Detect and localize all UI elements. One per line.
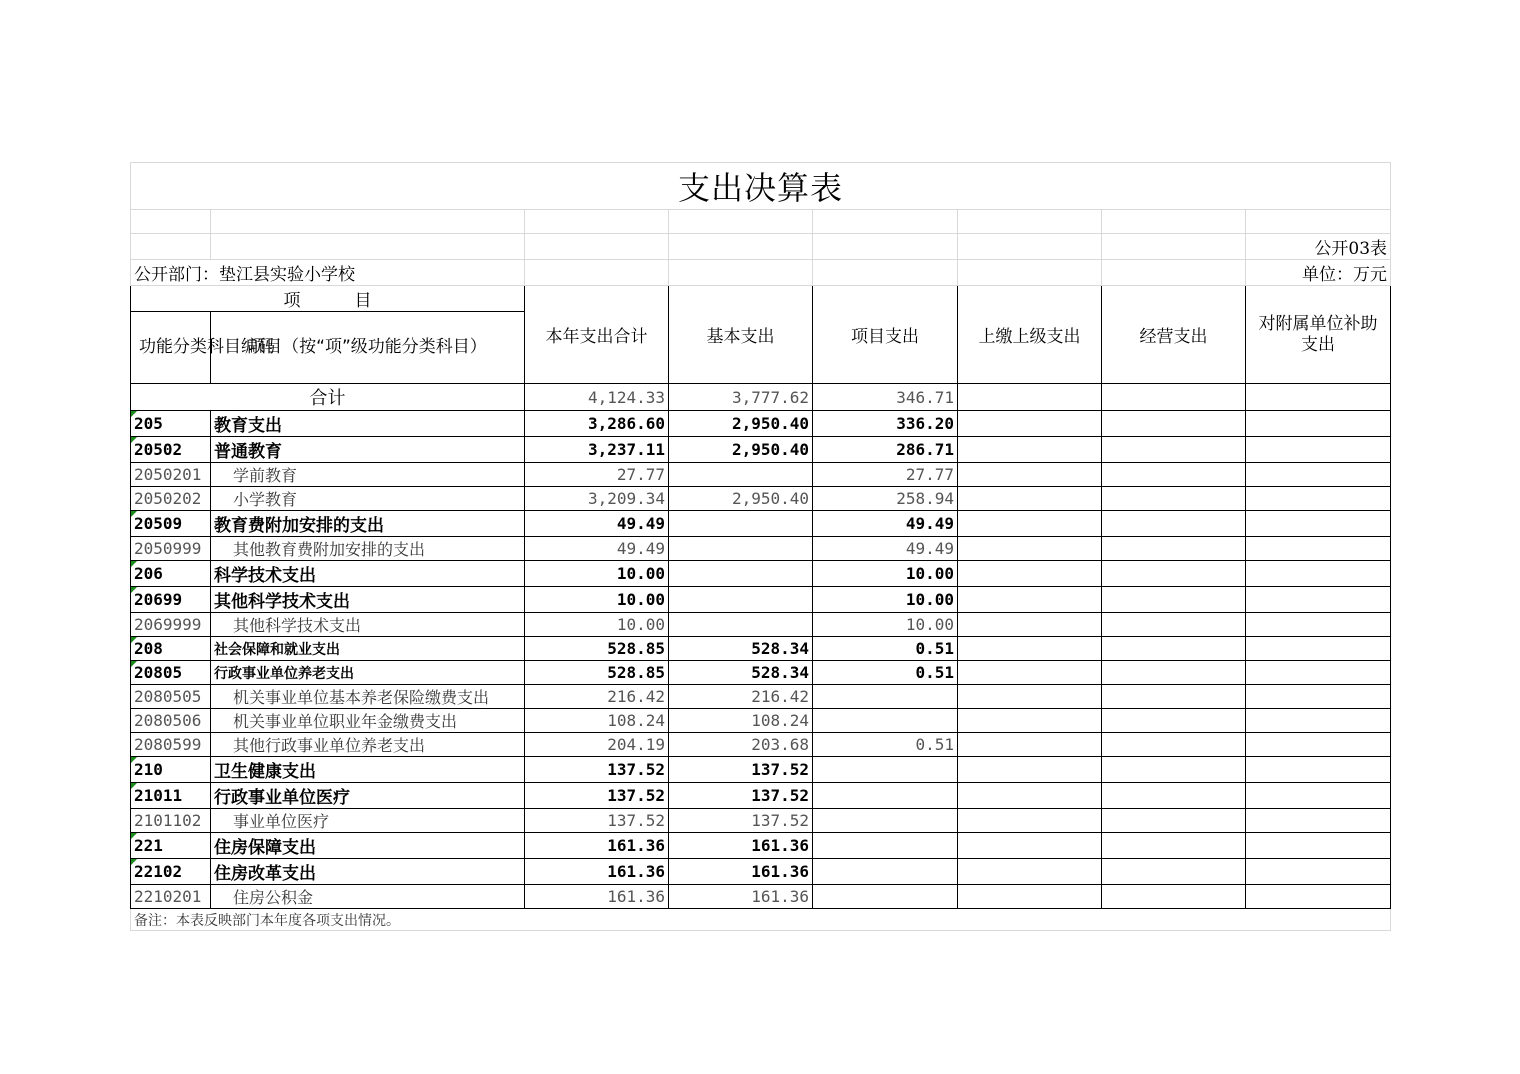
row-basic: 2,950.40 xyxy=(669,411,813,437)
row-code: 2101102 xyxy=(131,809,211,833)
row-subsidy xyxy=(1246,685,1391,709)
row-subsidy xyxy=(1246,637,1391,661)
row-subsidy xyxy=(1246,809,1391,833)
table-row xyxy=(131,437,1391,463)
row-name: 科学技术支出 xyxy=(211,561,525,587)
header-project: 项目支出 xyxy=(813,286,958,384)
row-project xyxy=(813,885,958,909)
row-name: 社会保障和就业支出 xyxy=(211,637,525,661)
row-basic: 137.52 xyxy=(669,783,813,809)
expenditure-sheet xyxy=(130,162,1390,931)
row-total: 49.49 xyxy=(525,537,669,561)
table-row xyxy=(131,537,1391,561)
row-project: 10.00 xyxy=(813,561,958,587)
row-project: 336.20 xyxy=(813,411,958,437)
row-subsidy xyxy=(1246,733,1391,757)
row-code: 20502 xyxy=(131,437,211,463)
row-upper xyxy=(958,859,1102,885)
row-upper xyxy=(958,511,1102,537)
row-basic: 137.52 xyxy=(669,809,813,833)
table-row xyxy=(131,783,1391,809)
row-upper xyxy=(958,661,1102,685)
row-project: 0.51 xyxy=(813,661,958,685)
row-basic: 528.34 xyxy=(669,661,813,685)
table-row xyxy=(131,833,1391,859)
row-subsidy xyxy=(1246,783,1391,809)
row-code: 208 xyxy=(131,637,211,661)
row-total: 49.49 xyxy=(525,511,669,537)
row-business xyxy=(1102,709,1246,733)
row-upper xyxy=(958,487,1102,511)
row-code: 221 xyxy=(131,833,211,859)
row-project: 49.49 xyxy=(813,511,958,537)
row-project: 258.94 xyxy=(813,487,958,511)
row-total: 137.52 xyxy=(525,757,669,783)
row-basic: 2,950.40 xyxy=(669,487,813,511)
row-project xyxy=(813,709,958,733)
row-total: 10.00 xyxy=(525,587,669,613)
row-name: 其他科学技术支出 xyxy=(211,587,525,613)
header-code: 功能分类科目编码 xyxy=(131,312,211,384)
row-total: 216.42 xyxy=(525,685,669,709)
row-project: 49.49 xyxy=(813,537,958,561)
row-project: 0.51 xyxy=(813,637,958,661)
row-basic: 528.34 xyxy=(669,637,813,661)
header-business: 经营支出 xyxy=(1102,286,1246,384)
row-name: 住房改革支出 xyxy=(211,859,525,885)
table-row xyxy=(131,809,1391,833)
row-subsidy xyxy=(1246,411,1391,437)
row-business xyxy=(1102,783,1246,809)
row-basic xyxy=(669,463,813,487)
row-name: 行政事业单位养老支出 xyxy=(211,661,525,685)
row-upper xyxy=(958,587,1102,613)
row-upper xyxy=(958,637,1102,661)
row-project xyxy=(813,859,958,885)
row-upper xyxy=(958,561,1102,587)
row-business xyxy=(1102,587,1246,613)
row-code: 2080599 xyxy=(131,733,211,757)
row-business xyxy=(1102,537,1246,561)
row-subsidy xyxy=(1246,833,1391,859)
row-subsidy xyxy=(1246,587,1391,613)
row-subsidy xyxy=(1246,537,1391,561)
row-upper xyxy=(958,757,1102,783)
row-basic: 108.24 xyxy=(669,709,813,733)
row-name: 其他行政事业单位养老支出 xyxy=(211,733,525,757)
table-row xyxy=(131,511,1391,537)
row-total: 3,286.60 xyxy=(525,411,669,437)
row-subsidy xyxy=(1246,487,1391,511)
row-total: 3,209.34 xyxy=(525,487,669,511)
total-amount: 4,124.33 xyxy=(525,384,669,411)
table-row xyxy=(131,709,1391,733)
row-name: 学前教育 xyxy=(211,463,525,487)
table-row xyxy=(131,859,1391,885)
total-basic: 3,777.62 xyxy=(669,384,813,411)
row-name: 住房保障支出 xyxy=(211,833,525,859)
row-business xyxy=(1102,437,1246,463)
row-business xyxy=(1102,511,1246,537)
row-code: 20509 xyxy=(131,511,211,537)
row-basic: 161.36 xyxy=(669,885,813,909)
row-subsidy xyxy=(1246,463,1391,487)
row-subsidy xyxy=(1246,885,1391,909)
row-name: 事业单位医疗 xyxy=(211,809,525,833)
row-code: 20805 xyxy=(131,661,211,685)
row-business xyxy=(1102,885,1246,909)
row-basic xyxy=(669,537,813,561)
row-code: 22102 xyxy=(131,859,211,885)
row-code: 2080505 xyxy=(131,685,211,709)
row-business xyxy=(1102,859,1246,885)
row-code: 205 xyxy=(131,411,211,437)
table-row xyxy=(131,757,1391,783)
row-upper xyxy=(958,833,1102,859)
total-label: 合计 xyxy=(131,384,525,411)
header-total: 本年支出合计 xyxy=(525,286,669,384)
row-basic: 161.36 xyxy=(669,833,813,859)
table-row xyxy=(131,587,1391,613)
table-row xyxy=(131,463,1391,487)
row-total: 3,237.11 xyxy=(525,437,669,463)
row-basic xyxy=(669,511,813,537)
header-subsidy: 对附属单位补助支出 xyxy=(1246,286,1391,384)
row-project xyxy=(813,685,958,709)
row-code: 21011 xyxy=(131,783,211,809)
row-subsidy xyxy=(1246,561,1391,587)
row-upper xyxy=(958,809,1102,833)
row-total: 161.36 xyxy=(525,885,669,909)
row-upper xyxy=(958,685,1102,709)
row-name: 住房公积金 xyxy=(211,885,525,909)
row-upper xyxy=(958,463,1102,487)
row-upper xyxy=(958,885,1102,909)
unit-label: 单位：万元 xyxy=(1246,260,1391,286)
row-project: 10.00 xyxy=(813,613,958,637)
header-item-group: 项 目 xyxy=(131,286,525,312)
row-total: 528.85 xyxy=(525,637,669,661)
row-code: 20699 xyxy=(131,587,211,613)
row-code: 2050999 xyxy=(131,537,211,561)
row-upper xyxy=(958,537,1102,561)
row-total: 10.00 xyxy=(525,561,669,587)
row-code: 2210201 xyxy=(131,885,211,909)
row-business xyxy=(1102,463,1246,487)
row-project xyxy=(813,757,958,783)
row-total: 108.24 xyxy=(525,709,669,733)
row-name: 行政事业单位医疗 xyxy=(211,783,525,809)
header-basic: 基本支出 xyxy=(669,286,813,384)
row-project: 27.77 xyxy=(813,463,958,487)
row-code: 210 xyxy=(131,757,211,783)
row-business xyxy=(1102,561,1246,587)
row-business xyxy=(1102,637,1246,661)
row-business xyxy=(1102,809,1246,833)
row-basic: 161.36 xyxy=(669,859,813,885)
row-project: 10.00 xyxy=(813,587,958,613)
row-upper xyxy=(958,783,1102,809)
row-name: 机关事业单位基本养老保险缴费支出 xyxy=(211,685,525,709)
table-row xyxy=(131,885,1391,909)
row-name: 机关事业单位职业年金缴费支出 xyxy=(211,709,525,733)
table-row xyxy=(131,411,1391,437)
row-project: 286.71 xyxy=(813,437,958,463)
row-code: 2069999 xyxy=(131,613,211,637)
row-code: 206 xyxy=(131,561,211,587)
row-code: 2050202 xyxy=(131,487,211,511)
row-code: 2050201 xyxy=(131,463,211,487)
row-name: 教育费附加安排的支出 xyxy=(211,511,525,537)
row-total: 10.00 xyxy=(525,613,669,637)
row-code: 2080506 xyxy=(131,709,211,733)
row-project xyxy=(813,809,958,833)
row-project: 0.51 xyxy=(813,733,958,757)
row-business xyxy=(1102,661,1246,685)
table-number: 公开03表 xyxy=(1246,234,1391,260)
table-row xyxy=(131,487,1391,511)
total-project: 346.71 xyxy=(813,384,958,411)
row-name: 卫生健康支出 xyxy=(211,757,525,783)
row-upper xyxy=(958,733,1102,757)
table-row xyxy=(131,685,1391,709)
row-subsidy xyxy=(1246,511,1391,537)
row-basic xyxy=(669,587,813,613)
row-business xyxy=(1102,733,1246,757)
row-name: 其他科学技术支出 xyxy=(211,613,525,637)
page-title: 支出决算表 xyxy=(131,163,1391,210)
total-row xyxy=(131,384,1391,411)
table-row xyxy=(131,661,1391,685)
row-total: 137.52 xyxy=(525,809,669,833)
expenditure-table xyxy=(130,162,1391,931)
row-name: 其他教育费附加安排的支出 xyxy=(211,537,525,561)
row-business xyxy=(1102,613,1246,637)
header-item-name: 项目（按“项”级功能分类科目） xyxy=(211,312,525,384)
department-label: 公开部门：垫江县实验小学校 xyxy=(131,260,525,286)
row-subsidy xyxy=(1246,613,1391,637)
row-upper xyxy=(958,613,1102,637)
row-total: 161.36 xyxy=(525,833,669,859)
row-business xyxy=(1102,411,1246,437)
row-upper xyxy=(958,411,1102,437)
row-project xyxy=(813,833,958,859)
footnote: 备注：本表反映部门本年度各项支出情况。 xyxy=(131,909,1391,931)
row-upper xyxy=(958,709,1102,733)
row-total: 27.77 xyxy=(525,463,669,487)
table-row xyxy=(131,561,1391,587)
row-name: 小学教育 xyxy=(211,487,525,511)
row-basic xyxy=(669,561,813,587)
row-business xyxy=(1102,487,1246,511)
row-subsidy xyxy=(1246,709,1391,733)
table-row xyxy=(131,613,1391,637)
row-business xyxy=(1102,833,1246,859)
row-basic: 216.42 xyxy=(669,685,813,709)
row-business xyxy=(1102,757,1246,783)
row-name: 教育支出 xyxy=(211,411,525,437)
row-subsidy xyxy=(1246,757,1391,783)
table-row xyxy=(131,733,1391,757)
row-upper xyxy=(958,437,1102,463)
row-project xyxy=(813,783,958,809)
row-name: 普通教育 xyxy=(211,437,525,463)
row-total: 528.85 xyxy=(525,661,669,685)
table-row xyxy=(131,637,1391,661)
row-total: 204.19 xyxy=(525,733,669,757)
row-total: 137.52 xyxy=(525,783,669,809)
row-basic: 2,950.40 xyxy=(669,437,813,463)
row-total: 161.36 xyxy=(525,859,669,885)
row-basic: 203.68 xyxy=(669,733,813,757)
row-subsidy xyxy=(1246,859,1391,885)
row-basic xyxy=(669,613,813,637)
row-business xyxy=(1102,685,1246,709)
row-subsidy xyxy=(1246,661,1391,685)
row-basic: 137.52 xyxy=(669,757,813,783)
row-subsidy xyxy=(1246,437,1391,463)
header-upper: 上缴上级支出 xyxy=(958,286,1102,384)
